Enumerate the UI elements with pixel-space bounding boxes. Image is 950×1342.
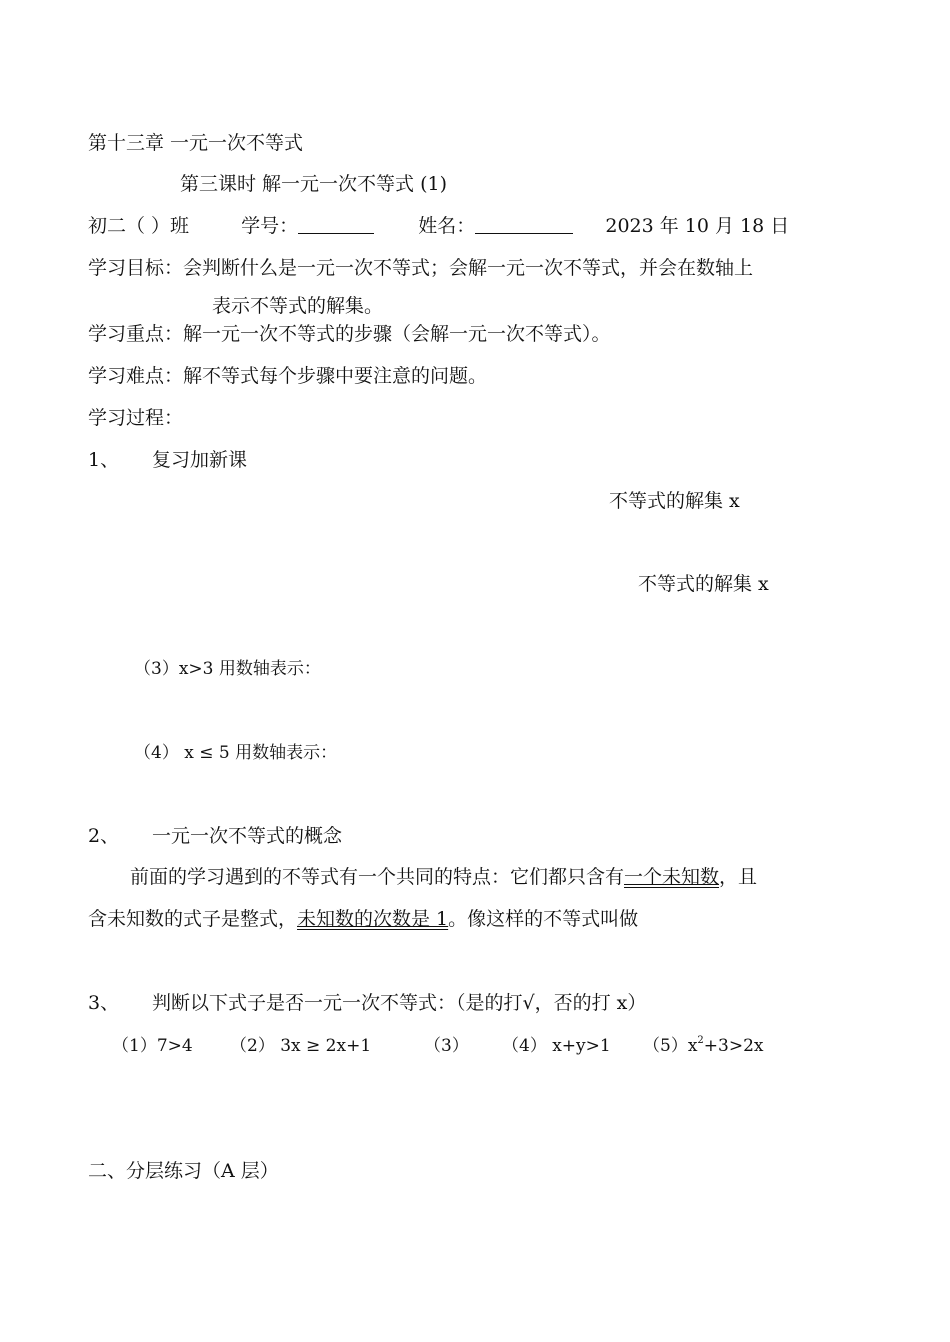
class-label: 初二（ ）班 <box>88 215 190 237</box>
item-4-number-line: （4） x ≤ 5 用数轴表示： <box>134 743 338 763</box>
learning-goal-cont: 表示不等式的解集。 <box>212 295 384 317</box>
one-unknown-emphasis: 一个未知数 <box>624 866 720 888</box>
learning-goal: 学习目标：会判断什么是一元一次不等式；会解一元一次不等式，并会在数轴上 <box>88 257 754 279</box>
number-label: 学号： <box>241 215 299 237</box>
chapter-title: 第十三章 一元一次不等式 <box>88 132 304 154</box>
judge-item-2: （2） 3x ≥ 2x+1 <box>230 1036 372 1056</box>
part2-title: 二、分层练习（A 层） <box>88 1160 279 1182</box>
solution-set-2: 不等式的解集 x <box>638 573 769 595</box>
judge-item-3: （3） <box>424 1036 469 1056</box>
date: 2023 年 10 月 18 日 <box>605 215 790 237</box>
judge-item-1: （1）7>4 <box>112 1036 193 1056</box>
judge-item-4: （4） x+y>1 <box>502 1036 611 1056</box>
learning-process: 学习过程： <box>88 407 184 429</box>
name-blank[interactable] <box>475 215 573 234</box>
section1-title: 复习加新课 <box>152 449 248 471</box>
name-label: 姓名： <box>418 215 476 237</box>
concept-paragraph-line1: 前面的学习遇到的不等式有一个共同的特点：它们都只含有一个未知数，且 <box>130 866 758 888</box>
section2-title: 一元一次不等式的概念 <box>152 825 343 847</box>
section2-number: 2、 <box>88 825 120 847</box>
solution-set-1: 不等式的解集 x <box>609 490 740 512</box>
lesson-title: 第三课时 解一元一次不等式 (1) <box>180 173 447 195</box>
concept-paragraph-line2: 含未知数的式子是整式，未知数的次数是 1。像这样的不等式叫做 <box>88 908 639 930</box>
item-3-number-line: （3）x>3 用数轴表示： <box>134 659 321 679</box>
number-blank[interactable] <box>298 215 374 234</box>
section3-number: 3、 <box>88 992 120 1014</box>
section1-number: 1、 <box>88 449 120 471</box>
difficulty: 学习难点：解不等式每个步骤中要注意的问题。 <box>88 365 488 387</box>
judge-item-5: $(5)x^2+3>2x$ <box>643 1035 764 1056</box>
degree-one-emphasis: 未知数的次数是 1 <box>297 908 449 930</box>
section3-title: 判断以下式子是否一元一次不等式：（是的打√，否的打 x） <box>152 992 647 1014</box>
student-info-line <box>88 214 789 238</box>
key-point: 学习重点：解一元一次不等式的步骤（会解一元一次不等式）。 <box>88 323 611 345</box>
